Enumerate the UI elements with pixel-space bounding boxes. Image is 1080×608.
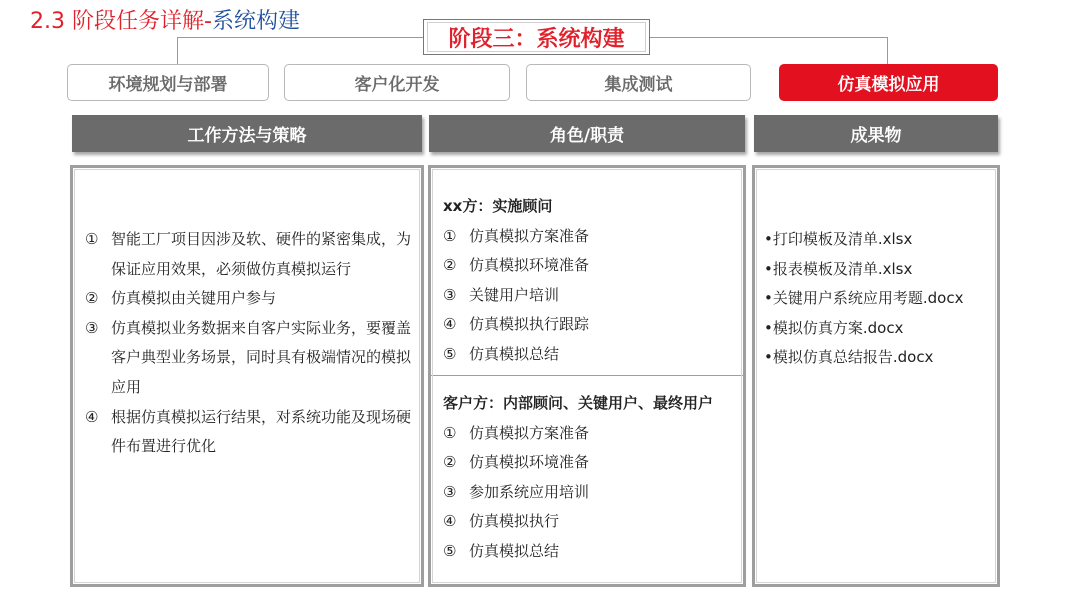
deliverable-item: •模拟仿真方案.docx (764, 318, 904, 337)
list-item: ① 智能工厂项目因涉及软、硬件的紧密集成，为保证应用效果，必须做仿真模拟运行 (85, 230, 412, 278)
title-section: 2.3 阶段任务详解 (30, 9, 204, 34)
deliverable-item: •报表模板及清单.xlsx (764, 259, 913, 278)
page-title (30, 8, 300, 36)
vendor-roles (443, 192, 753, 370)
title-topic: 系统构建 (211, 9, 300, 34)
list-item: ④ 仿真模拟执行 (443, 512, 560, 531)
list-item: ① 仿真模拟方案准备 (443, 423, 590, 442)
client-roles (443, 389, 753, 567)
deliverables-list (764, 225, 963, 373)
methods-list (85, 225, 420, 462)
vendor-roles-title: xx方：实施顾问 (443, 197, 553, 215)
client-roles-title: 客户方：内部顾问、关键用户、最终用户 (443, 394, 714, 412)
list-item: ④ 仿真模拟执行跟踪 (443, 315, 590, 334)
phase-tab-simulation-active[interactable]: 仿真模拟应用 (779, 64, 998, 101)
deliverables-panel (752, 165, 1000, 587)
deliverable-item: •模拟仿真总结报告.docx (764, 348, 934, 367)
deliverable-item: •关键用户系统应用考题.docx (764, 289, 964, 308)
column-header-methods: 工作方法与策略 (72, 115, 422, 152)
list-item: ③ 关键用户培训 (443, 285, 560, 304)
stage-connector-left (177, 37, 423, 64)
phase-tab-integration-test[interactable]: 集成测试 (526, 64, 751, 101)
methods-panel (70, 165, 424, 587)
list-item: ① 仿真模拟方案准备 (443, 226, 590, 245)
list-item: ② 仿真模拟环境准备 (443, 453, 590, 472)
stage-connector-right (650, 37, 888, 64)
stage-label: 阶段三：系统构建 (448, 26, 625, 52)
column-header-deliverables: 成果物 (754, 115, 998, 152)
column-header-roles: 角色/职责 (429, 115, 745, 152)
roles-divider (431, 375, 743, 376)
list-item: ② 仿真模拟由关键用户参与 (85, 289, 277, 308)
list-item: ④ 根据仿真模拟运行结果，对系统功能及现场硬件布置进行优化 (85, 407, 412, 456)
list-item: ⑤ 仿真模拟总结 (443, 344, 560, 363)
phase-tab-customization[interactable]: 客户化开发 (284, 64, 510, 101)
list-item: ⑤ 仿真模拟总结 (443, 541, 560, 560)
list-item: ② 仿真模拟环境准备 (443, 256, 590, 275)
deliverable-item: •打印模板及清单.xlsx (764, 230, 913, 248)
stage-label-box (423, 19, 650, 55)
list-item: ③ 仿真模拟业务数据来自客户实际业务，要覆盖客户典型业务场景，同时具有极端情况的模拟应用 (85, 318, 412, 396)
title-separator: - (203, 9, 212, 34)
list-item: ③ 参加系统应用培训 (443, 482, 590, 501)
roles-panel (428, 165, 746, 587)
phase-tab-environment[interactable]: 环境规划与部署 (67, 64, 269, 101)
